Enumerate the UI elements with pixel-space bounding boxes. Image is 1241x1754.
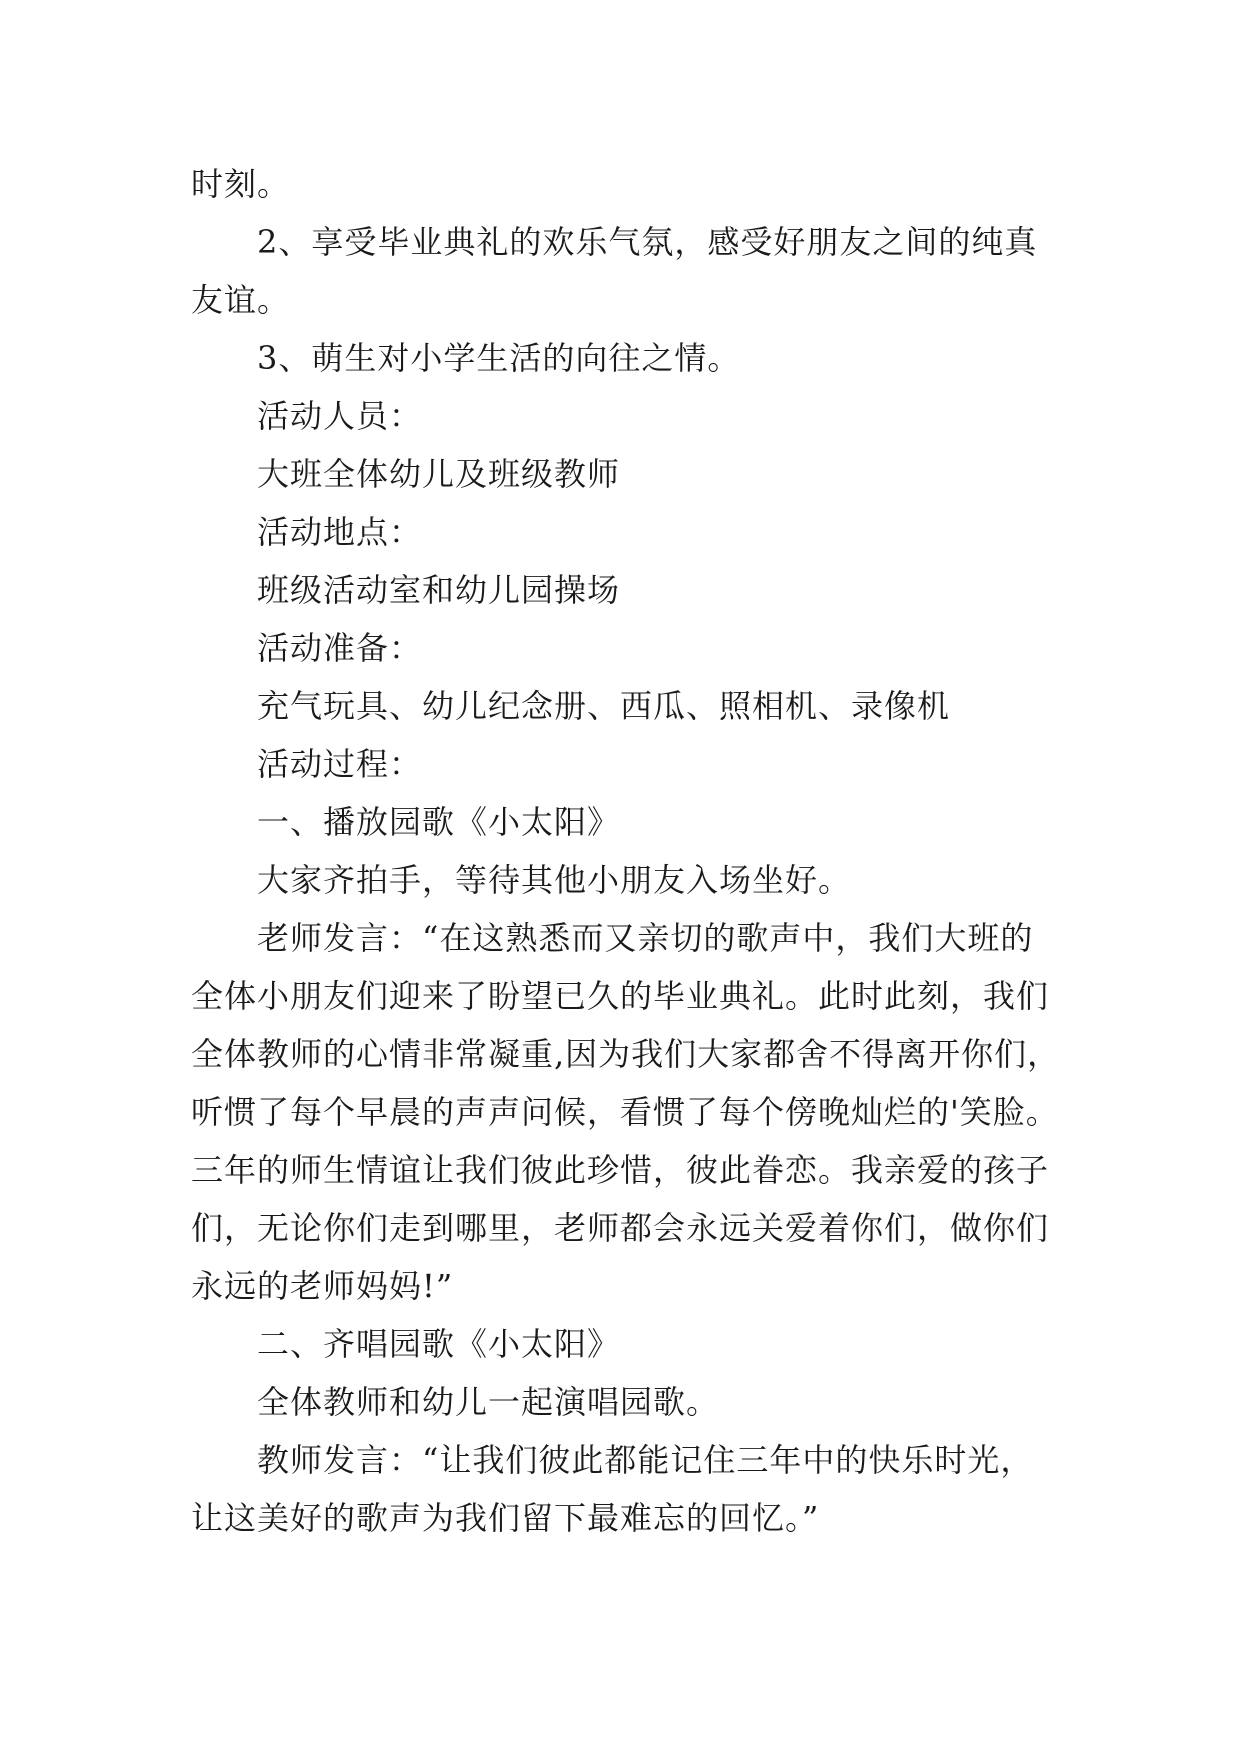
paragraph-line: 大班全体幼儿及班级教师 [257,455,621,493]
paragraph-line: 班级活动室和幼儿园操场 [257,571,621,609]
paragraph-line: 活动过程： [257,745,423,783]
paragraph-line: 活动地点： [257,513,423,551]
paragraph-line: 充气玩具、幼儿纪念册、西瓜、照相机、录像机 [257,687,951,725]
paragraph-line: 大家齐拍手，等待其他小朋友入场坐好。 [257,861,852,899]
paragraph-line: 永远的老师妈妈!” [191,1267,454,1305]
paragraph-line: 全体小朋友们迎来了盼望已久的毕业典礼。此时此刻，我们 [191,977,1050,1015]
paragraph-line: 一、播放园歌《小太阳》 [257,803,621,841]
paragraph-line: 3、萌生对小学生活的向往之情。 [257,339,741,377]
document-body [191,155,1071,1547]
paragraph-line: 二、齐唱园歌《小太阳》 [257,1325,621,1363]
paragraph-line: 教师发言：“让我们彼此都能记住三年中的快乐时光， [257,1441,1034,1479]
paragraph-line: 全体教师的心情非常凝重,因为我们大家都舍不得离开你们， [191,1035,1061,1073]
paragraph-line: 时刻。 [191,165,291,203]
paragraph-line: 全体教师和幼儿一起演唱园歌。 [257,1383,720,1421]
paragraph-line: 听惯了每个早晨的声声问候，看惯了每个傍晚灿烂的'笑脸。 [191,1093,1059,1131]
paragraph-line: 三年的师生情谊让我们彼此珍惜，彼此眷恋。我亲爱的孩子 [191,1151,1050,1189]
paragraph-line: 让这美好的歌声为我们留下最难忘的回忆。” [191,1499,820,1537]
paragraph-line: 活动人员： [257,397,423,435]
paragraph-line: 们，无论你们走到哪里，老师都会永远关爱着你们，做你们 [191,1209,1050,1247]
paragraph-line: 2、享受毕业典礼的欢乐气氛，感受好朋友之间的纯真 [257,223,1038,261]
paragraph-line: 友谊。 [191,281,291,319]
paragraph-line: 活动准备： [257,629,423,667]
paragraph-line: 老师发言：“在这熟悉而又亲切的歌声中，我们大班的 [257,919,1034,957]
